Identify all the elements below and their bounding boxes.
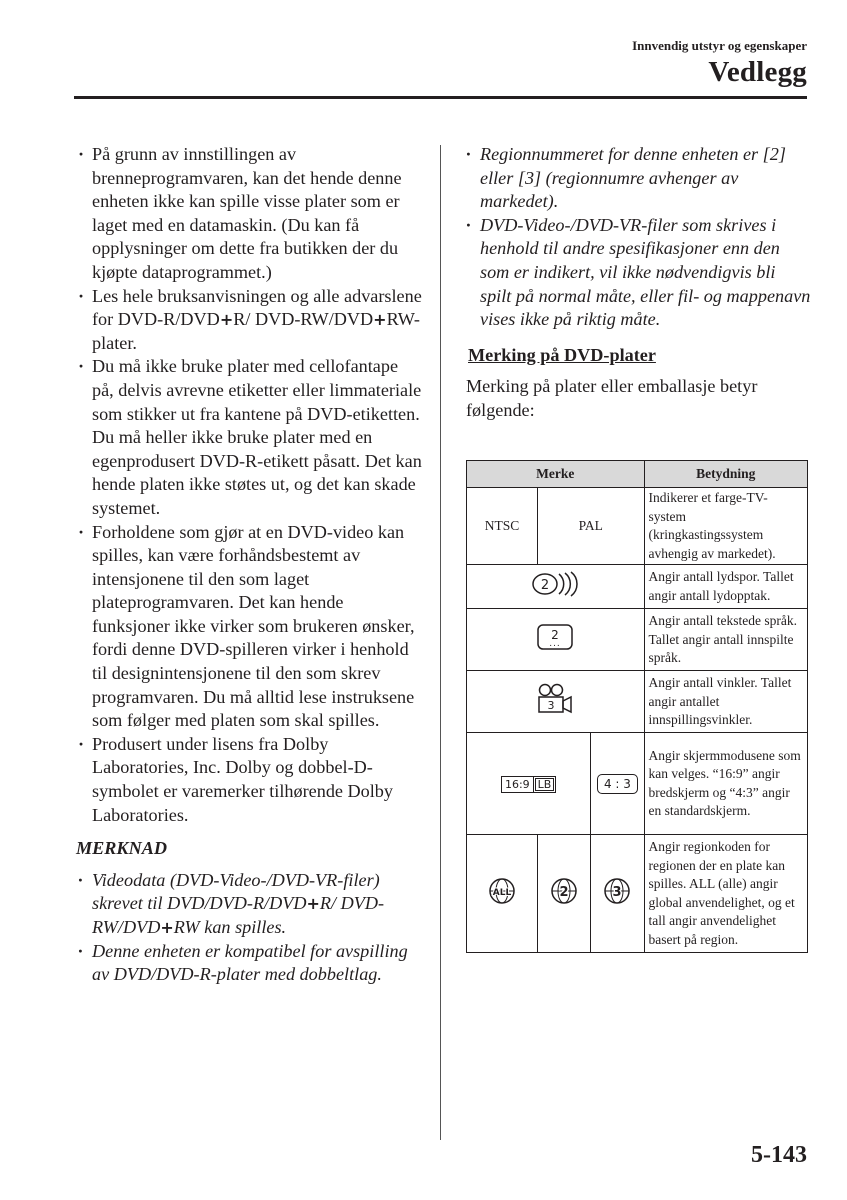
table-row xyxy=(467,609,808,671)
page-title: Vedlegg xyxy=(708,56,807,88)
camera-angle-icon xyxy=(467,671,645,733)
pal-label: PAL xyxy=(538,488,645,565)
widescreen-lb-icon xyxy=(467,733,591,835)
column-header-mark: Merke xyxy=(467,461,645,488)
list-item: · Videodata (DVD-Video-/DVD-VR-filer) skrevet til DVD/DVD-R/DVD+R/ DVD-RW/DVD+RW kan spilles. xyxy=(78,869,423,940)
header-rule xyxy=(74,96,807,99)
page-number: 5-143 xyxy=(751,1142,807,1168)
left-column xyxy=(78,143,423,987)
right-column xyxy=(466,143,811,423)
list-item: · Regionnummeret for denne enheten er [2] eller [3] (regionnumre avhenger av markedet). xyxy=(466,143,811,214)
table-row xyxy=(467,733,808,835)
standard-screen-icon xyxy=(591,733,644,835)
note-list xyxy=(78,869,423,987)
plus-sign: + xyxy=(373,310,387,330)
table-cell: Angir antall tekstede språk. Tallet angir antall innspilte språk. xyxy=(644,609,807,671)
svg-text:...: ... xyxy=(549,639,562,650)
bullet-list xyxy=(78,143,423,827)
table-cell: Angir skjermmodusene som kan velges. “16:9” angir bredskjerm og “4:3” angir en standardskjerm. xyxy=(644,733,807,835)
column-header-meaning: Betydning xyxy=(644,461,807,488)
list-item: · DVD-Video-/DVD-VR-filer som skrives i henhold til andre spesifikasjoner enn den som er indikert, vil ikke nødvendigvis bli spilt på normal måte, eller fil- og mappenavn vises ikke på riktig måte. xyxy=(466,214,811,332)
marking-table xyxy=(466,460,808,953)
region-3-label: 3 xyxy=(612,885,622,901)
plus-sign: + xyxy=(306,894,320,914)
region-all-icon xyxy=(467,835,538,953)
table-cell: Angir antall lydspor. Tallet angir antall lydopptak. xyxy=(644,565,807,609)
plus-sign: + xyxy=(160,918,174,937)
widescreen-label: 16:9 xyxy=(502,777,534,792)
list-item: · På grunn av innstillingen av brenneprogramvaren, kan det hende denne enheten ikke kan spille visse plater som er laget med en datamaskin. (Du kan få opplysninger om dette fra butikken der du kjøpte dataprogrammet.) xyxy=(78,143,423,285)
subtitle-icon xyxy=(467,609,645,671)
audio-track-number: 2 xyxy=(541,578,550,594)
list-item: · Forholdene som gjør at en DVD-video kan spilles, kan være forhåndsbestemt av intensjonene til den som laget plateprogramvaren. Det kan hende funksjoner ikke virker som brukeren ønsker, fordi denne DVD-spilleren virker i henhold til designintensjonene til den som skrev programvaren. Du må alltid lese instruksene som følger med platen som skal spilles. xyxy=(78,521,423,733)
table-row xyxy=(467,488,808,565)
ntsc-label: NTSC xyxy=(467,488,538,565)
column-divider xyxy=(440,145,441,1140)
table-header-row xyxy=(467,461,808,488)
region-3-icon xyxy=(591,835,644,953)
list-item: · Produsert under lisens fra Dolby Laboratories, Inc. Dolby og dobbel-D-symbolet er varemerker tilhørende Dolby Laboratories. xyxy=(78,733,423,827)
table-cell: Indikerer et farge-TV-system (kringkastingssystem avhengig av markedet). xyxy=(644,488,807,565)
angle-number: 3 xyxy=(547,699,555,713)
region-all-label: ALL xyxy=(492,888,512,899)
list-item: · Du må ikke bruke plater med cellofantape på, delvis avrevne etiketter eller limmateriale som stikker ut fra kantene på DVD-etiketten. Du må heller ikke bruke plater med en egenprodusert DVD-R-etikett påsatt. Det kan hende platen ikke støtes ut, og det kan skade systemet. xyxy=(78,355,423,520)
letterbox-label: LB xyxy=(535,778,555,791)
intro-text: Merking på plater eller emballasje betyr følgende: xyxy=(466,376,758,420)
note-heading: MERKNAD xyxy=(76,838,167,859)
region-2-label: 2 xyxy=(559,885,569,901)
table-row xyxy=(467,835,808,953)
list-item: · Denne enheten er kompatibel for avspilling av DVD/DVD-R-plater med dobbeltlag. xyxy=(78,940,423,987)
list-item: · Les hele bruksanvisningen og alle advarslene for DVD-R/DVD+R/ DVD-RW/DVD+RW-plater. xyxy=(78,285,423,356)
section-subtitle: Innvendig utstyr og egenskaper xyxy=(632,38,807,53)
subtitle-number: 2 xyxy=(551,628,560,643)
plus-sign: + xyxy=(219,310,234,330)
note-list xyxy=(466,143,811,332)
table-row xyxy=(467,565,808,609)
table-cell: Angir antall vinkler. Tallet angir antallet innspillingsvinkler. xyxy=(644,671,807,733)
standard-label: 4 : 3 xyxy=(597,774,638,794)
table-row xyxy=(467,671,808,733)
table-cell: Angir regionkoden for regionen der en plate kan spilles. ALL (alle) angir global anvendelighet, og et tall angir anvendelighet basert på region. xyxy=(644,835,807,953)
section-heading: Merking på DVD-plater xyxy=(468,344,656,365)
region-2-icon xyxy=(538,835,591,953)
audio-track-icon xyxy=(467,565,645,609)
